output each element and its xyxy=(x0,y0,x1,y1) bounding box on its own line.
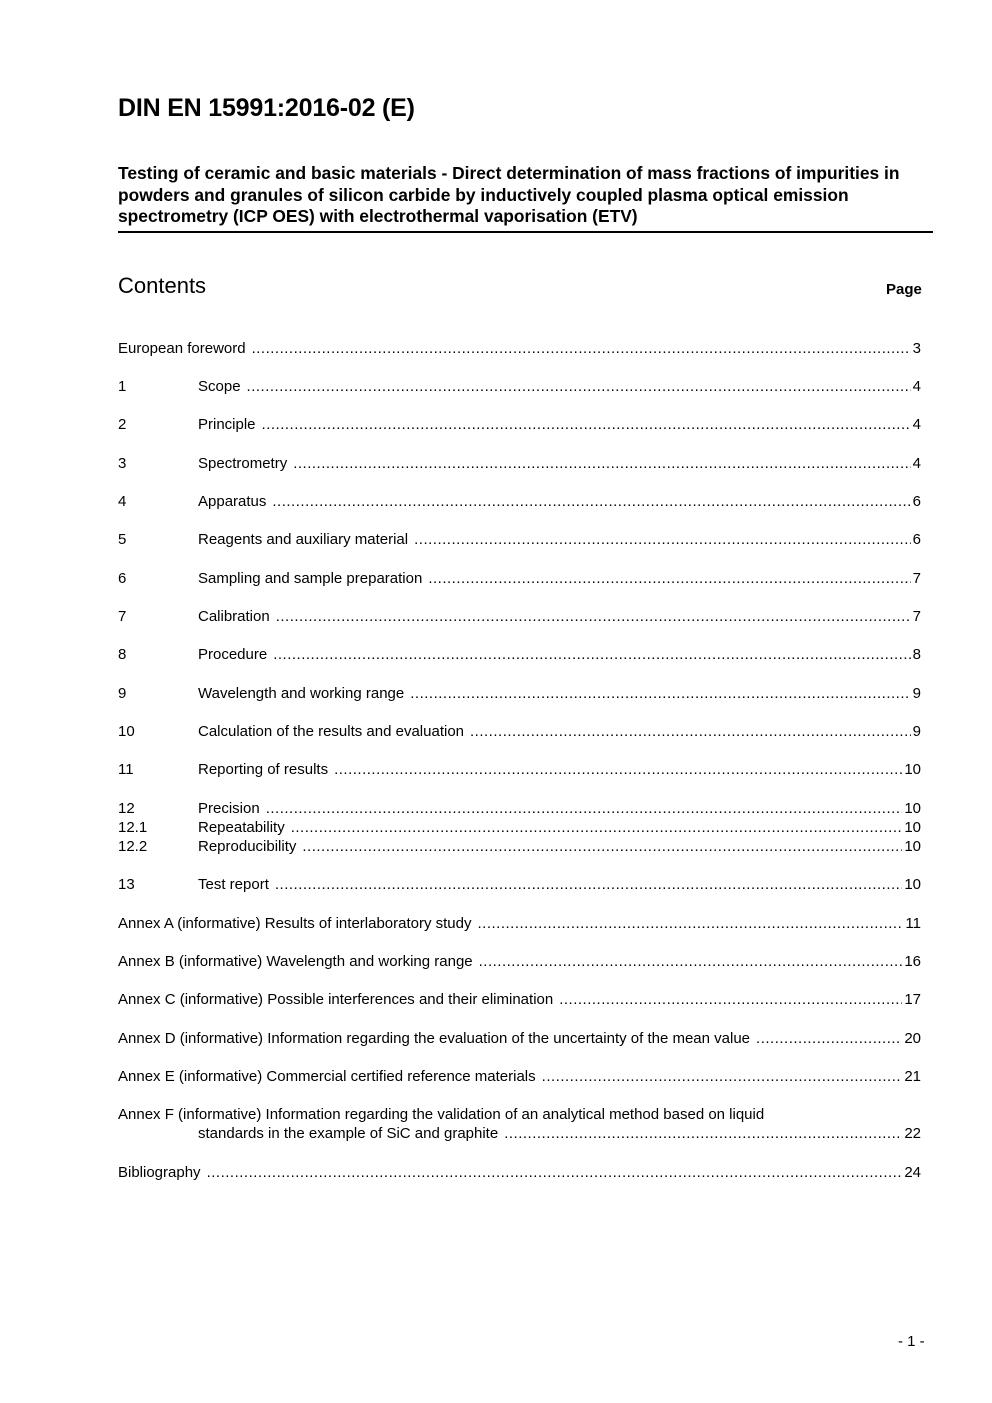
toc-page: 22 xyxy=(904,1125,921,1142)
toc-page: 10 xyxy=(904,761,921,778)
contents-heading: Contents xyxy=(118,273,207,298)
toc-entry-7[interactable] xyxy=(118,607,921,626)
toc-leader xyxy=(428,569,910,588)
document-id: DIN EN 15991:2016-02 (E) xyxy=(118,94,415,122)
toc-leader xyxy=(470,722,911,741)
toc-page: 17 xyxy=(904,991,921,1008)
toc-entry-annex-c[interactable] xyxy=(118,990,921,1009)
toc-page: 6 xyxy=(912,493,921,510)
toc-label: Repeatability xyxy=(198,819,285,836)
toc-page: 4 xyxy=(912,416,921,433)
toc-label: Spectrometry xyxy=(198,455,288,472)
toc-leader xyxy=(207,1163,903,1182)
toc-leader xyxy=(273,645,910,664)
toc-label: Annex C (informative) Possible interferences and their elimination xyxy=(118,991,554,1008)
toc-leader xyxy=(275,875,902,894)
toc-page: 10 xyxy=(904,800,921,817)
toc-number: 2 xyxy=(118,416,127,433)
toc-entry-9[interactable] xyxy=(118,684,921,703)
toc-label: Annex F (informative) Information regarding the validation of an analytical method based on liquid xyxy=(118,1106,765,1123)
toc-page: 21 xyxy=(904,1068,921,1085)
toc-number: 3 xyxy=(118,455,127,472)
toc-leader xyxy=(266,799,903,818)
toc-leader xyxy=(252,339,911,358)
toc-entry-annex-f-continued[interactable] xyxy=(118,1124,921,1143)
toc-page: 3 xyxy=(912,340,921,357)
toc-leader xyxy=(302,837,902,856)
toc-label: Precision xyxy=(198,800,260,817)
toc-entry-8[interactable] xyxy=(118,645,921,664)
toc-number: 12 xyxy=(118,800,135,817)
page-column-heading: Page xyxy=(886,281,922,298)
toc-label: Annex D (informative) Information regarding the evaluation of the uncertainty of the mean value xyxy=(118,1030,751,1047)
toc-entry-12[interactable] xyxy=(118,799,921,818)
toc-label: Calibration xyxy=(198,608,270,625)
toc-leader xyxy=(504,1124,902,1143)
toc-entry-11[interactable] xyxy=(118,760,921,779)
toc-number: 9 xyxy=(118,685,127,702)
toc-entry-annex-d[interactable] xyxy=(118,1029,921,1048)
toc-label: Procedure xyxy=(198,646,268,663)
toc-entry-bibliography[interactable] xyxy=(118,1163,921,1182)
toc-entry-10[interactable] xyxy=(118,722,921,741)
toc-page: 11 xyxy=(905,915,921,932)
toc-label: Calculation of the results and evaluation xyxy=(198,723,465,740)
toc-label: Bibliography xyxy=(118,1164,201,1181)
toc-entry-2[interactable] xyxy=(118,415,921,434)
toc-number: 12.1 xyxy=(118,819,148,836)
toc-entry-12-1[interactable] xyxy=(118,818,921,837)
toc-label: Sampling and sample preparation xyxy=(198,570,423,587)
toc-number: 1 xyxy=(118,378,127,395)
toc-label: Reagents and auxiliary material xyxy=(198,531,409,548)
toc-page: 16 xyxy=(904,953,921,970)
toc-leader xyxy=(478,914,904,933)
toc-leader xyxy=(276,607,911,626)
toc-leader xyxy=(542,1067,903,1086)
toc-leader xyxy=(247,377,911,396)
toc-label: European foreword xyxy=(118,340,246,357)
toc-label: Annex E (informative) Commercial certified reference materials xyxy=(118,1068,536,1085)
toc-page: 7 xyxy=(912,608,921,625)
toc-label: Annex A (informative) Results of interlaboratory study xyxy=(118,915,472,932)
toc-entry-4[interactable] xyxy=(118,492,921,511)
toc-entry-foreword[interactable] xyxy=(118,339,921,358)
toc-number: 6 xyxy=(118,570,127,587)
toc-number: 8 xyxy=(118,646,127,663)
toc-entry-13[interactable] xyxy=(118,875,921,894)
toc-leader xyxy=(479,952,903,971)
toc-label: Reporting of results xyxy=(198,761,329,778)
toc-page: 10 xyxy=(904,838,921,855)
toc-entry-annex-b[interactable] xyxy=(118,952,921,971)
toc-number: 12.2 xyxy=(118,838,148,855)
toc-page: 9 xyxy=(912,685,921,702)
toc-page: 6 xyxy=(912,531,921,548)
toc-page: 9 xyxy=(912,723,921,740)
toc-page: 7 xyxy=(912,570,921,587)
toc-leader xyxy=(272,492,910,511)
toc-leader xyxy=(410,684,910,703)
page-number: - 1 - xyxy=(898,1333,925,1350)
document-title: Testing of ceramic and basic materials - Direct determination of mass fractions of impurities in powders and granules of silicon carbide by inductively coupled plasma optical emission spectrometry (ICP OES) with electrothermal vaporisation (ETV) xyxy=(118,163,933,233)
toc-leader xyxy=(291,818,903,837)
toc-label: Annex B (informative) Wavelength and working range xyxy=(118,953,473,970)
toc-leader xyxy=(559,990,902,1009)
toc-page: 4 xyxy=(912,378,921,395)
toc-label: Reproducibility xyxy=(198,838,297,855)
toc-leader xyxy=(262,415,911,434)
toc-label: Scope xyxy=(198,378,241,395)
toc-label: Test report xyxy=(198,876,269,893)
toc-page: 20 xyxy=(904,1030,921,1047)
toc-number: 4 xyxy=(118,493,127,510)
toc-leader xyxy=(414,530,911,549)
toc-page: 10 xyxy=(904,876,921,893)
toc-entry-annex-f[interactable] xyxy=(118,1105,921,1124)
toc-label: Principle xyxy=(198,416,256,433)
toc-page: 4 xyxy=(912,455,921,472)
toc-entry-3[interactable] xyxy=(118,454,921,473)
toc-leader xyxy=(756,1029,902,1048)
toc-number: 5 xyxy=(118,531,127,548)
toc-number: 10 xyxy=(118,723,135,740)
toc-page: 10 xyxy=(904,819,921,836)
toc-entry-annex-a[interactable] xyxy=(118,914,921,933)
toc-label: Wavelength and working range xyxy=(198,685,405,702)
toc-number: 11 xyxy=(118,761,134,778)
toc-page: 24 xyxy=(904,1164,921,1181)
toc-number: 13 xyxy=(118,876,135,893)
toc-entry-1[interactable] xyxy=(118,377,921,396)
toc-leader xyxy=(334,760,902,779)
toc-leader xyxy=(293,454,910,473)
toc-page: 8 xyxy=(912,646,921,663)
toc-label: standards in the example of SiC and graphite xyxy=(198,1125,499,1142)
toc-label: Apparatus xyxy=(198,493,267,510)
toc-number: 7 xyxy=(118,608,127,625)
toc-entry-12-2[interactable] xyxy=(118,837,921,856)
toc-entry-6[interactable] xyxy=(118,569,921,588)
toc-entry-annex-e[interactable] xyxy=(118,1067,921,1086)
toc-entry-5[interactable] xyxy=(118,530,921,549)
